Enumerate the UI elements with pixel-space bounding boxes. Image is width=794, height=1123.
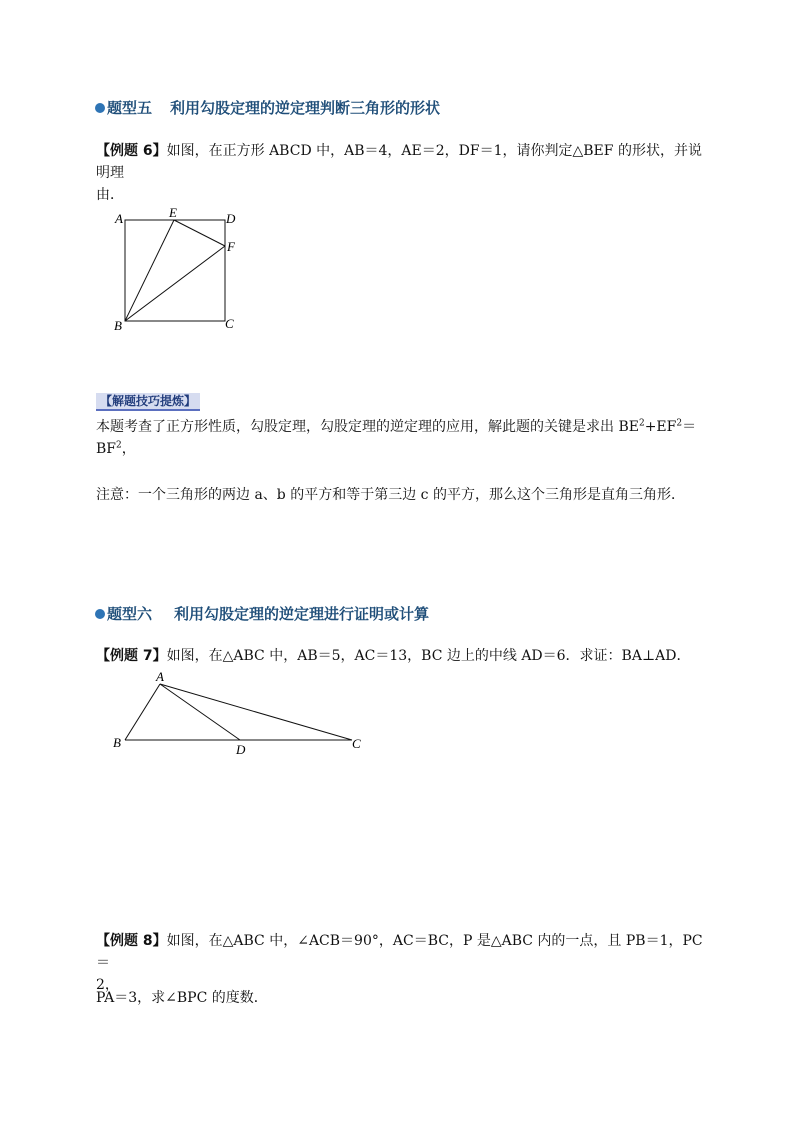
label-b: B bbox=[114, 318, 122, 333]
section-5-heading bbox=[95, 97, 440, 118]
segment-ad bbox=[160, 684, 240, 740]
tip-line-1: 本题考查了正方形性质，勾股定理，勾股定理的逆定理的应用，解此题的关键是求出 BE bbox=[96, 419, 639, 435]
tip-line-2: BF bbox=[96, 441, 117, 457]
tip-note: 注意：一个三角形的两边 a、b 的平方和等于第三边 c 的平方，那么这个三角形是直角三角形． bbox=[96, 487, 685, 503]
segment-ef bbox=[174, 220, 225, 246]
example-6-figure bbox=[110, 205, 250, 335]
tip-label-box bbox=[96, 390, 200, 409]
tip-eq: ＝ bbox=[682, 419, 697, 435]
tip-line-2-post: ， bbox=[121, 441, 136, 457]
label-a: A bbox=[156, 669, 164, 684]
tip-text bbox=[96, 416, 706, 460]
sup-1: 2 bbox=[638, 418, 645, 429]
segment-bf bbox=[125, 246, 225, 321]
label-d: D bbox=[226, 211, 236, 226]
example-6-line-2: 由． bbox=[96, 187, 124, 203]
section-6-title: 利用勾股定理的逆定理进行证明或计算 bbox=[174, 605, 430, 623]
label-a: A bbox=[115, 211, 123, 226]
example-7-line-1: 如图，在△ABC 中，AB＝5，AC＝13，BC 边上的中线 AD＝6．求证：BA⊥AD． bbox=[166, 648, 691, 664]
tip-label: 【解题技巧提炼】 bbox=[96, 393, 200, 411]
label-d: D bbox=[236, 742, 246, 757]
example-7-text bbox=[96, 645, 716, 667]
square-abcd bbox=[125, 220, 225, 321]
section-6-number: 题型六 bbox=[107, 605, 153, 623]
example-7-label: 【例题 7】 bbox=[96, 648, 167, 664]
example-8-line-1: 如图，在△ABC 中，∠ACB＝90°，AC＝BC，P 是△ABC 内的一点，且 PB＝1，PC＝ bbox=[96, 933, 703, 971]
example-8-line-3: PA＝3，求∠BPC 的度数． bbox=[96, 990, 268, 1006]
label-e: E bbox=[169, 205, 177, 220]
label-f: F bbox=[227, 239, 235, 254]
segment-be bbox=[125, 220, 174, 321]
sup-3: 2 bbox=[116, 440, 122, 451]
example-8-label: 【例题 8】 bbox=[96, 933, 167, 949]
section-5-number: 题型五 bbox=[107, 99, 153, 117]
segment-ab bbox=[125, 684, 160, 740]
section-5-title: 利用勾股定理的逆定理判断三角形的形状 bbox=[170, 99, 441, 117]
tip-plus: +EF bbox=[644, 419, 677, 435]
section-6-heading bbox=[95, 603, 429, 624]
example-6-line-1: 如图，在正方形 ABCD 中，AB＝4，AE＝2，DF＝1，请你判定△BEF 的形状，并说明理 bbox=[96, 143, 702, 181]
example-8-line-2: 2， bbox=[96, 977, 119, 993]
label-c: C bbox=[225, 316, 234, 331]
example-6-text bbox=[96, 140, 706, 206]
example-6-label: 【例题 6】 bbox=[96, 143, 167, 159]
example-7-figure bbox=[110, 668, 370, 758]
label-c: C bbox=[352, 736, 361, 751]
label-b: B bbox=[113, 735, 121, 750]
segment-ac bbox=[160, 684, 352, 740]
sup-2: 2 bbox=[676, 418, 683, 429]
bullet-dot-icon bbox=[95, 609, 105, 619]
bullet-dot-icon bbox=[95, 103, 105, 113]
